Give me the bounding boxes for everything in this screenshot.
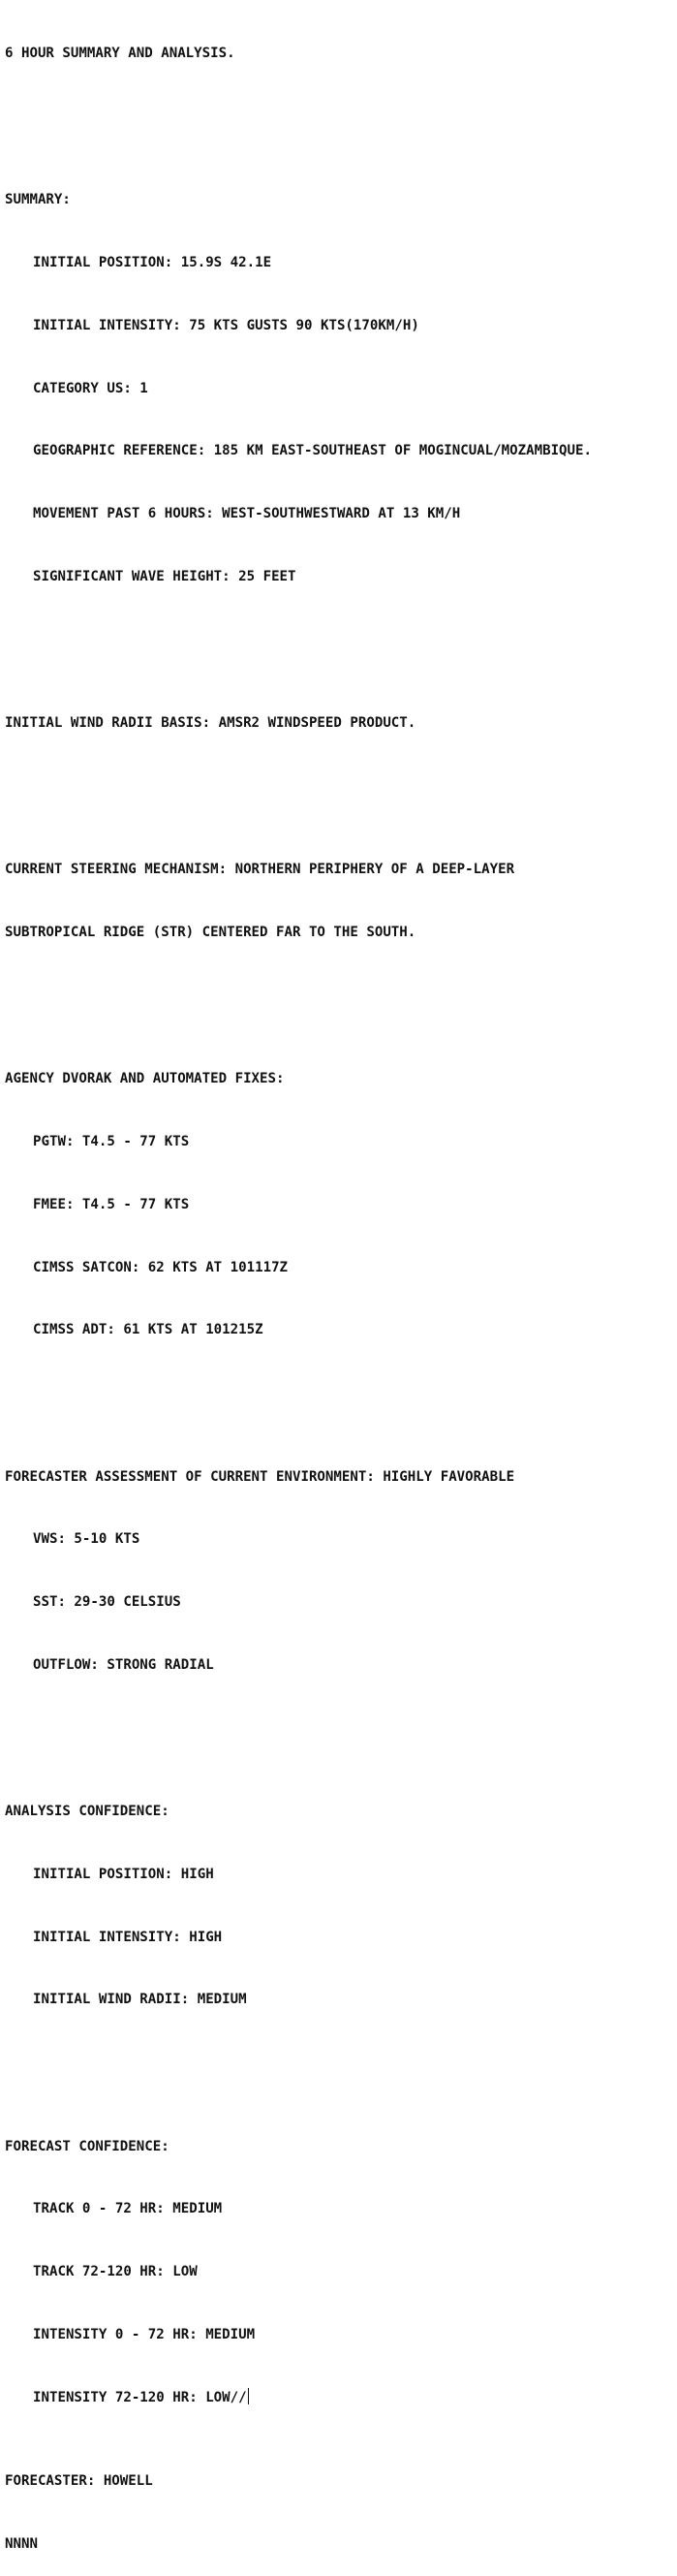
- forecast-confidence-intensity-0-72: INTENSITY 0 - 72 HR: MEDIUM: [33, 2326, 256, 2342]
- bulletin-text: [5, 2, 675, 2576]
- blank-line: [5, 1383, 675, 1404]
- forecast-confidence-track-72-120: TRACK 72-120 HR: LOW: [33, 2264, 198, 2280]
- blank-line: [5, 776, 675, 798]
- steering-line-2: SUBTROPICAL RIDGE (STR) CENTERED FAR TO THE SOUTH.: [5, 925, 416, 941]
- fixes-heading: AGENCY DVORAK AND AUTOMATED FIXES:: [5, 1071, 285, 1087]
- summary-initial-intensity: INITIAL INTENSITY: 75 KTS GUSTS 90 KTS(170KM/H): [33, 317, 419, 333]
- blank-line: [5, 1718, 675, 1740]
- analysis-confidence-intensity: INITIAL INTENSITY: HIGH: [33, 1929, 223, 1945]
- environment-outflow: OUTFLOW: STRONG RADIAL: [33, 1656, 214, 1673]
- blank-line: [5, 107, 675, 128]
- fix-cimss-satcon: CIMSS SATCON: 62 KTS AT 101117Z: [33, 1259, 289, 1275]
- text-cursor: [248, 2388, 249, 2404]
- fix-cimss-adt: CIMSS ADT: 61 KTS AT 101215Z: [33, 1322, 263, 1338]
- fix-fmee: FMEE: T4.5 - 77 KTS: [33, 1196, 190, 1212]
- steering-line-1: CURRENT STEERING MECHANISM: NORTHERN PERIPHERY OF A DEEP-LAYER: [5, 862, 515, 878]
- analysis-confidence-wind-radii: INITIAL WIND RADII: MEDIUM: [33, 1992, 247, 2008]
- analysis-confidence-heading: ANALYSIS CONFIDENCE:: [5, 1804, 169, 1820]
- forecast-confidence-intensity-72-120: INTENSITY 72-120 HR: LOW//: [33, 2389, 247, 2405]
- forecaster-name: FORECASTER: HOWELL: [5, 2473, 153, 2490]
- blank-line: [5, 986, 675, 1007]
- analysis-confidence-position: INITIAL POSITION: HIGH: [33, 1866, 214, 1882]
- blank-line: [5, 2053, 675, 2074]
- summary-heading: SUMMARY:: [5, 192, 71, 208]
- environment-vws: VWS: 5-10 KTS: [33, 1531, 140, 1548]
- summary-movement: MOVEMENT PAST 6 HOURS: WEST-SOUTHWESTWARD AT 13 KM/H: [33, 506, 461, 522]
- summary-initial-position: INITIAL POSITION: 15.9S 42.1E: [33, 255, 272, 271]
- blank-line: [5, 630, 675, 651]
- forecast-confidence-intensity-72-120-row: [5, 2388, 675, 2409]
- summary-geographic-reference: GEOGRAPHIC REFERENCE: 185 KM EAST-SOUTHEAST OF MOGINCUAL/MOZAMBIQUE.: [33, 443, 592, 459]
- forecast-confidence-heading: FORECAST CONFIDENCE:: [5, 2138, 169, 2154]
- summary-category: CATEGORY US: 1: [33, 380, 148, 396]
- document-title: 6 HOUR SUMMARY AND ANALYSIS.: [5, 46, 235, 62]
- forecast-confidence-track-0-72: TRACK 0 - 72 HR: MEDIUM: [33, 2201, 223, 2217]
- end-marker: NNNN: [5, 2535, 38, 2552]
- environment-sst: SST: 29-30 CELSIUS: [33, 1594, 181, 1611]
- environment-heading: FORECASTER ASSESSMENT OF CURRENT ENVIRONMENT: HIGHLY FAVORABLE: [5, 1468, 515, 1485]
- wind-radii-basis: INITIAL WIND RADII BASIS: AMSR2 WINDSPEED PRODUCT.: [5, 715, 416, 732]
- summary-wave-height: SIGNIFICANT WAVE HEIGHT: 25 FEET: [33, 569, 296, 585]
- fix-pgtw: PGTW: T4.5 - 77 KTS: [33, 1134, 190, 1150]
